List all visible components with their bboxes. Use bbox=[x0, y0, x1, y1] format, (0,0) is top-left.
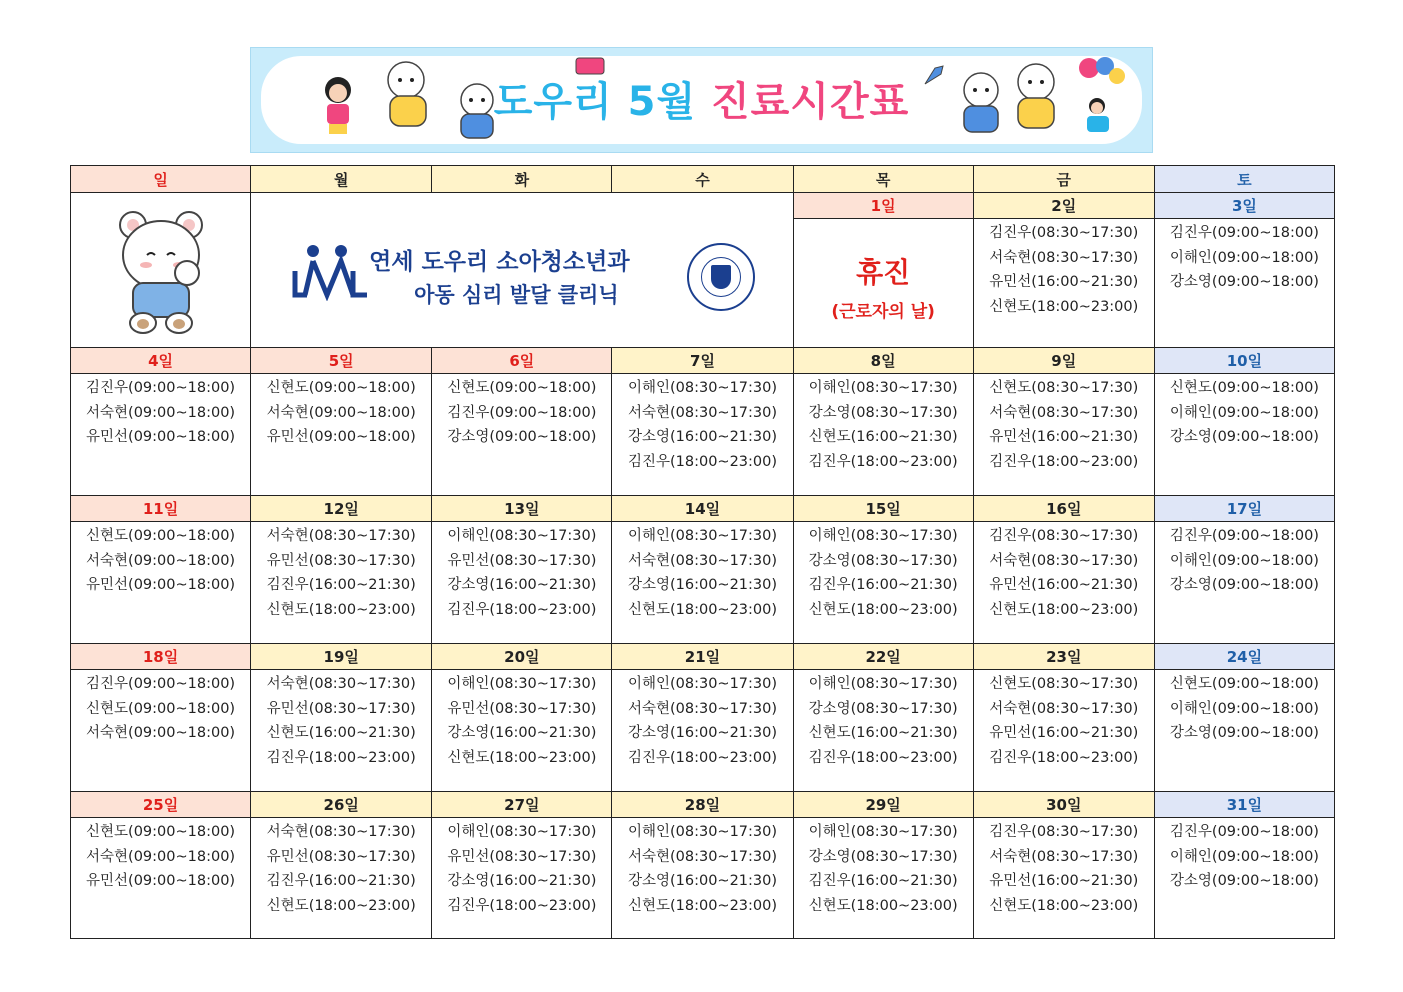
date-label: 13일 bbox=[432, 496, 612, 522]
shift-entry: 서숙현(08:30~17:30) bbox=[989, 552, 1139, 569]
shift-cell bbox=[432, 818, 612, 939]
weekday-wed: 수 bbox=[612, 166, 793, 193]
date-label: 31일 bbox=[1154, 792, 1334, 818]
clinic-logo-cell bbox=[251, 193, 793, 348]
schedule-calendar bbox=[70, 165, 1335, 939]
date-label: 15일 bbox=[793, 496, 973, 522]
shift-entry: 신현도(09:00~18:00) bbox=[86, 824, 236, 840]
weeks-body bbox=[71, 348, 1335, 939]
shift-entry: 신현도(18:00~23:00) bbox=[447, 749, 597, 766]
date-label: 14일 bbox=[612, 496, 793, 522]
week-shift-row bbox=[71, 670, 1335, 792]
shift-entry: 강소영(09:00~18:00) bbox=[1169, 577, 1319, 593]
shift-entry: 신현도(18:00~23:00) bbox=[989, 601, 1139, 618]
shift-entry: 김진우(18:00~23:00) bbox=[989, 453, 1139, 470]
shift-entry: 이해인(08:30~17:30) bbox=[627, 528, 778, 544]
shift-entry: 서숙현(08:30~17:30) bbox=[627, 552, 778, 569]
shift-entry: 이해인(08:30~17:30) bbox=[808, 528, 958, 544]
shift-entry: 김진우(08:30~17:30) bbox=[989, 528, 1139, 544]
week-date-row bbox=[71, 792, 1335, 818]
date-label: 6일 bbox=[432, 348, 612, 374]
shift-entry: 김진우(16:00~21:30) bbox=[266, 873, 416, 889]
shift-entry: 강소영(08:30~17:30) bbox=[808, 404, 958, 421]
shift-entry: 서숙현(08:30~17:30) bbox=[627, 700, 778, 717]
holiday-label: 휴진 bbox=[856, 256, 911, 289]
shift-entry: 서숙현(09:00~18:00) bbox=[86, 552, 236, 569]
shift-entry: 김진우(08:30~17:30) bbox=[989, 225, 1139, 241]
rocket-icon bbox=[921, 62, 947, 88]
shift-entry: 유민선(08:30~17:30) bbox=[266, 552, 416, 569]
date-label: 28일 bbox=[612, 792, 793, 818]
shift-entry: 김진우(16:00~21:30) bbox=[808, 873, 958, 889]
shift-entry: 유민선(08:30~17:30) bbox=[266, 700, 416, 717]
shift-entry: 이해인(09:00~18:00) bbox=[1169, 700, 1319, 717]
shift-entry: 이해인(09:00~18:00) bbox=[1169, 249, 1319, 266]
shift-entry: 강소영(08:30~17:30) bbox=[808, 552, 958, 569]
shift-cell bbox=[71, 670, 251, 792]
balloons-icon bbox=[1071, 54, 1131, 144]
shift-cell bbox=[432, 670, 612, 792]
shift-entry: 신현도(18:00~23:00) bbox=[266, 897, 416, 914]
shift-entry: 강소영(16:00~21:30) bbox=[627, 577, 778, 593]
shift-entry: 김진우(09:00~18:00) bbox=[1169, 225, 1319, 241]
date-label: 22일 bbox=[793, 644, 973, 670]
shift-cell bbox=[793, 818, 973, 939]
shift-entry: 이해인(09:00~18:00) bbox=[1169, 552, 1319, 569]
date-label: 12일 bbox=[251, 496, 432, 522]
shift-entry: 서숙현(08:30~17:30) bbox=[627, 404, 778, 421]
shift-entry: 김진우(18:00~23:00) bbox=[447, 897, 597, 914]
shift-entry: 강소영(16:00~21:30) bbox=[627, 873, 778, 889]
shift-cell bbox=[251, 374, 432, 496]
shift-entry: 이해인(08:30~17:30) bbox=[808, 676, 958, 692]
weekday-sun: 일 bbox=[71, 166, 251, 193]
shift-entry: 신현도(09:00~18:00) bbox=[1169, 676, 1319, 692]
shift-entry: 이해인(08:30~17:30) bbox=[808, 380, 958, 396]
shift-entry: 유민선(09:00~18:00) bbox=[86, 429, 236, 445]
shift-entry: 김진우(16:00~21:30) bbox=[808, 577, 958, 593]
shift-entry: 신현도(16:00~21:30) bbox=[266, 725, 416, 741]
shift-entry: 신현도(16:00~21:30) bbox=[808, 725, 958, 741]
shift-entry: 이해인(09:00~18:00) bbox=[1169, 848, 1319, 865]
shift-entry: 신현도(09:00~18:00) bbox=[1169, 380, 1319, 396]
shift-entry: 서숙현(09:00~18:00) bbox=[86, 725, 236, 741]
week-shift-row bbox=[71, 374, 1335, 496]
shift-entry: 신현도(18:00~23:00) bbox=[808, 601, 958, 618]
shift-entry: 김진우(09:00~18:00) bbox=[86, 676, 236, 692]
shift-cell bbox=[432, 522, 612, 644]
shift-cell bbox=[1154, 522, 1334, 644]
shift-cell bbox=[71, 522, 251, 644]
shift-entry: 유민선(09:00~18:00) bbox=[266, 429, 416, 445]
shift-entry: 유민선(08:30~17:30) bbox=[447, 552, 597, 569]
shift-entry: 이해인(08:30~17:30) bbox=[447, 528, 597, 544]
date-label: 3일 bbox=[1154, 193, 1334, 219]
date-label: 20일 bbox=[432, 644, 612, 670]
holiday-note: (근로자의 날) bbox=[831, 302, 935, 322]
shift-cell bbox=[612, 374, 793, 496]
shift-entry: 김진우(18:00~23:00) bbox=[808, 749, 958, 766]
holiday-cell bbox=[793, 219, 973, 348]
shift-entry: 강소영(09:00~18:00) bbox=[1169, 725, 1319, 741]
shift-entry: 유민선(08:30~17:30) bbox=[447, 700, 597, 717]
shift-entry: 유민선(09:00~18:00) bbox=[86, 577, 236, 593]
shift-cell bbox=[973, 670, 1154, 792]
bear-mascot-icon bbox=[71, 193, 251, 347]
shift-cell bbox=[251, 670, 432, 792]
shift-entry: 유민선(08:30~17:30) bbox=[447, 848, 597, 865]
shift-entry: 신현도(09:00~18:00) bbox=[86, 528, 236, 544]
week-date-row bbox=[71, 644, 1335, 670]
shift-cell bbox=[1154, 374, 1334, 496]
shift-entry: 김진우(09:00~18:00) bbox=[447, 404, 597, 421]
shift-entry: 서숙현(09:00~18:00) bbox=[266, 404, 416, 421]
shift-cell bbox=[793, 374, 973, 496]
shift-cell bbox=[1154, 670, 1334, 792]
shift-entry: 강소영(09:00~18:00) bbox=[447, 429, 597, 445]
shift-cell bbox=[71, 818, 251, 939]
shift-entry: 서숙현(08:30~17:30) bbox=[989, 700, 1139, 717]
shift-entry: 김진우(09:00~18:00) bbox=[1169, 824, 1319, 840]
shift-entry: 서숙현(09:00~18:00) bbox=[86, 848, 236, 865]
shift-cell bbox=[1154, 219, 1334, 348]
shift-entry: 김진우(18:00~23:00) bbox=[447, 601, 597, 618]
week1-date-row bbox=[71, 193, 1335, 219]
date-label: 21일 bbox=[612, 644, 793, 670]
banner-title-part1: 도우리 5월 bbox=[493, 79, 697, 125]
shift-entry: 이해인(09:00~18:00) bbox=[1169, 404, 1319, 421]
shift-entry: 신현도(18:00~23:00) bbox=[627, 601, 778, 618]
date-label: 8일 bbox=[793, 348, 973, 374]
shift-entry: 서숙현(09:00~18:00) bbox=[86, 404, 236, 421]
shift-entry: 서숙현(08:30~17:30) bbox=[627, 848, 778, 865]
shift-cell bbox=[612, 522, 793, 644]
date-label: 2일 bbox=[973, 193, 1154, 219]
shift-cell bbox=[251, 818, 432, 939]
week-shift-row bbox=[71, 522, 1335, 644]
shift-entry: 김진우(09:00~18:00) bbox=[86, 380, 236, 396]
weekday-sat: 토 bbox=[1154, 166, 1334, 193]
shift-entry: 강소영(09:00~18:00) bbox=[1169, 429, 1319, 445]
shift-entry: 김진우(18:00~23:00) bbox=[266, 749, 416, 766]
date-label: 18일 bbox=[71, 644, 251, 670]
shift-entry: 강소영(16:00~21:30) bbox=[627, 429, 778, 445]
shift-entry: 강소영(16:00~21:30) bbox=[447, 725, 597, 741]
clinic-logo-icon bbox=[291, 241, 371, 301]
shift-entry: 김진우(18:00~23:00) bbox=[808, 453, 958, 470]
date-label: 5일 bbox=[251, 348, 432, 374]
title-banner bbox=[250, 47, 1153, 153]
week-shift-row bbox=[71, 818, 1335, 939]
weekday-mon: 월 bbox=[251, 166, 432, 193]
week-date-row bbox=[71, 348, 1335, 374]
bear-mascot-cell bbox=[71, 193, 251, 348]
date-label: 11일 bbox=[71, 496, 251, 522]
shift-entry: 이해인(08:30~17:30) bbox=[447, 824, 597, 840]
bear-character-icon bbox=[951, 68, 1011, 138]
shift-entry: 신현도(09:00~18:00) bbox=[266, 380, 416, 396]
shift-entry: 김진우(18:00~23:00) bbox=[989, 749, 1139, 766]
weekday-header-row bbox=[71, 166, 1335, 193]
shift-cell bbox=[612, 818, 793, 939]
shift-entry: 유민선(08:30~17:30) bbox=[266, 848, 416, 865]
shift-entry: 유민선(16:00~21:30) bbox=[989, 873, 1139, 889]
shift-entry: 강소영(16:00~21:30) bbox=[447, 577, 597, 593]
shift-entry: 신현도(09:00~18:00) bbox=[86, 700, 236, 717]
shift-cell bbox=[793, 522, 973, 644]
shift-entry: 유민선(09:00~18:00) bbox=[86, 873, 236, 889]
university-seal-icon bbox=[687, 243, 755, 311]
shift-entry: 신현도(08:30~17:30) bbox=[989, 676, 1139, 692]
shift-entry: 유민선(16:00~21:30) bbox=[989, 725, 1139, 741]
shift-entry: 유민선(16:00~21:30) bbox=[989, 274, 1139, 290]
shift-entry: 신현도(18:00~23:00) bbox=[627, 897, 778, 914]
clinic-name: 연세 도우리 소아청소년과 bbox=[369, 249, 630, 275]
weekday-fri: 금 bbox=[973, 166, 1154, 193]
weekday-thu: 목 bbox=[793, 166, 973, 193]
shift-entry: 서숙현(08:30~17:30) bbox=[266, 676, 416, 692]
date-label: 1일 bbox=[793, 193, 973, 219]
date-label: 27일 bbox=[432, 792, 612, 818]
shift-entry: 신현도(16:00~21:30) bbox=[808, 429, 958, 445]
date-label: 23일 bbox=[973, 644, 1154, 670]
shift-cell bbox=[612, 670, 793, 792]
date-label: 17일 bbox=[1154, 496, 1334, 522]
shift-entry: 강소영(08:30~17:30) bbox=[808, 848, 958, 865]
clinic-subtitle: 아동 심리 발달 클리닉 bbox=[414, 283, 619, 307]
shift-entry: 김진우(16:00~21:30) bbox=[266, 577, 416, 593]
date-label: 16일 bbox=[973, 496, 1154, 522]
shift-entry: 이해인(08:30~17:30) bbox=[808, 824, 958, 840]
shift-entry: 서숙현(08:30~17:30) bbox=[989, 404, 1139, 421]
shift-cell bbox=[973, 522, 1154, 644]
date-label: 9일 bbox=[973, 348, 1154, 374]
shift-entry: 강소영(16:00~21:30) bbox=[447, 873, 597, 889]
shift-entry: 신현도(18:00~23:00) bbox=[989, 897, 1139, 914]
shift-entry: 김진우(18:00~23:00) bbox=[627, 453, 778, 470]
shift-entry: 신현도(18:00~23:00) bbox=[989, 298, 1139, 315]
banner-title-part2: 진료시간표 bbox=[711, 79, 910, 125]
shift-entry: 강소영(09:00~18:00) bbox=[1169, 873, 1319, 889]
shift-cell bbox=[1154, 818, 1334, 939]
date-label: 19일 bbox=[251, 644, 432, 670]
shift-cell bbox=[432, 374, 612, 496]
shift-cell bbox=[973, 374, 1154, 496]
week-date-row bbox=[71, 496, 1335, 522]
date-label: 7일 bbox=[612, 348, 793, 374]
shift-entry: 유민선(16:00~21:30) bbox=[989, 577, 1139, 593]
shift-entry: 서숙현(08:30~17:30) bbox=[266, 824, 416, 840]
date-label: 29일 bbox=[793, 792, 973, 818]
date-label: 26일 bbox=[251, 792, 432, 818]
shift-entry: 서숙현(08:30~17:30) bbox=[989, 848, 1139, 865]
shift-entry: 이해인(08:30~17:30) bbox=[627, 380, 778, 396]
weekday-tue: 화 bbox=[432, 166, 612, 193]
shift-entry: 이해인(08:30~17:30) bbox=[627, 676, 778, 692]
shift-entry: 강소영(08:30~17:30) bbox=[808, 700, 958, 717]
shift-entry: 신현도(08:30~17:30) bbox=[989, 380, 1139, 396]
date-label: 30일 bbox=[973, 792, 1154, 818]
shift-entry: 김진우(08:30~17:30) bbox=[989, 824, 1139, 840]
date-label: 10일 bbox=[1154, 348, 1334, 374]
date-label: 25일 bbox=[71, 792, 251, 818]
shift-entry: 신현도(09:00~18:00) bbox=[447, 380, 597, 396]
shift-entry: 김진우(09:00~18:00) bbox=[1169, 528, 1319, 544]
shift-entry: 신현도(18:00~23:00) bbox=[266, 601, 416, 618]
shift-cell bbox=[251, 522, 432, 644]
shift-entry: 강소영(09:00~18:00) bbox=[1169, 274, 1319, 290]
date-label: 4일 bbox=[71, 348, 251, 374]
shift-entry: 유민선(16:00~21:30) bbox=[989, 429, 1139, 445]
shift-entry: 서숙현(08:30~17:30) bbox=[989, 249, 1139, 266]
shift-cell bbox=[71, 374, 251, 496]
shift-entry: 서숙현(08:30~17:30) bbox=[266, 528, 416, 544]
shift-entry: 김진우(18:00~23:00) bbox=[627, 749, 778, 766]
shift-cell bbox=[973, 219, 1154, 348]
shift-entry: 이해인(08:30~17:30) bbox=[447, 676, 597, 692]
shift-entry: 강소영(16:00~21:30) bbox=[627, 725, 778, 741]
shift-cell bbox=[793, 670, 973, 792]
alpaca-character-icon bbox=[1006, 58, 1066, 142]
shift-entry: 신현도(18:00~23:00) bbox=[808, 897, 958, 914]
shift-entry: 이해인(08:30~17:30) bbox=[627, 824, 778, 840]
shift-cell bbox=[973, 818, 1154, 939]
date-label: 24일 bbox=[1154, 644, 1334, 670]
